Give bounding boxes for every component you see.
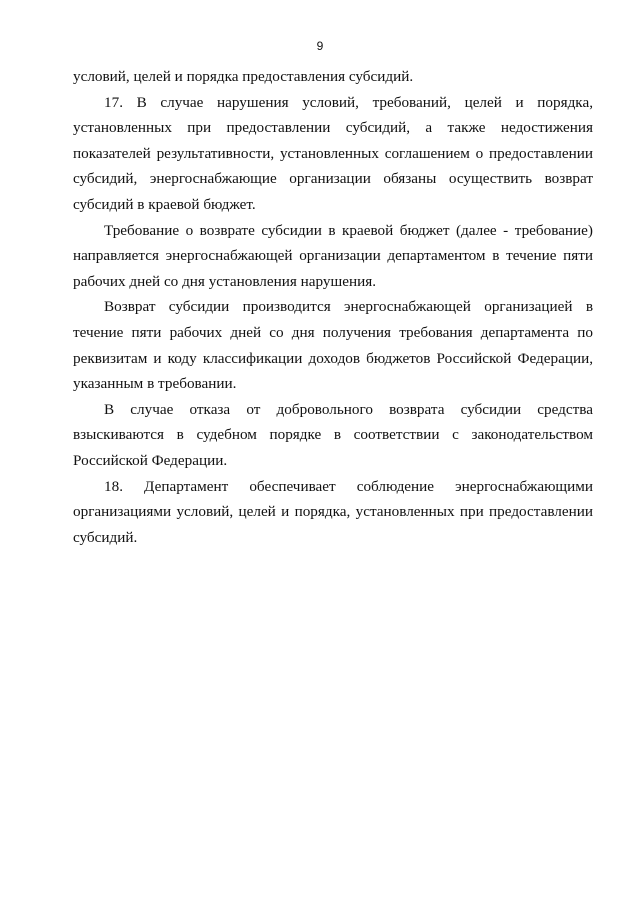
- document-body: [73, 64, 593, 550]
- paragraph-clause-17: 17. В случае нарушения условий, требований, целей и порядка, установленных при предоставлении субсидий, а также недостижения показателей результативности, установленных соглашением о предоставлении субсидий, энергоснабжающие организации обязаны осуществить возврат субсидий в краевой бюджет.: [73, 93, 593, 213]
- paragraph-return-procedure: Возврат субсидии производится энергоснабжающей организацией в течение пяти рабочих дней со дня получения требования департамента по реквизитам и коду классификации доходов бюджетов Российской Федерации, указанным в требовании.: [73, 298, 593, 393]
- paragraph-refusal: В случае отказа от добровольного возврата субсидии средства взыскиваются в судебном порядке в соответствии с законодательством Российской Федерации.: [73, 400, 593, 469]
- paragraph-continuation: условий, целей и порядка предоставления субсидий.: [73, 68, 414, 85]
- paragraph-return-demand: Требование о возврате субсидии в краевой бюджет (далее - требование) направляется энергоснабжающей организации департаментом в течение пяти рабочих дней со дня установления нарушения.: [73, 221, 593, 290]
- page-number: 9: [316, 39, 324, 53]
- paragraph-clause-18: 18. Департамент обеспечивает соблюдение энергоснабжающими организациями условий, целей и порядка, установленных при предоставлении субсидий.: [73, 477, 593, 546]
